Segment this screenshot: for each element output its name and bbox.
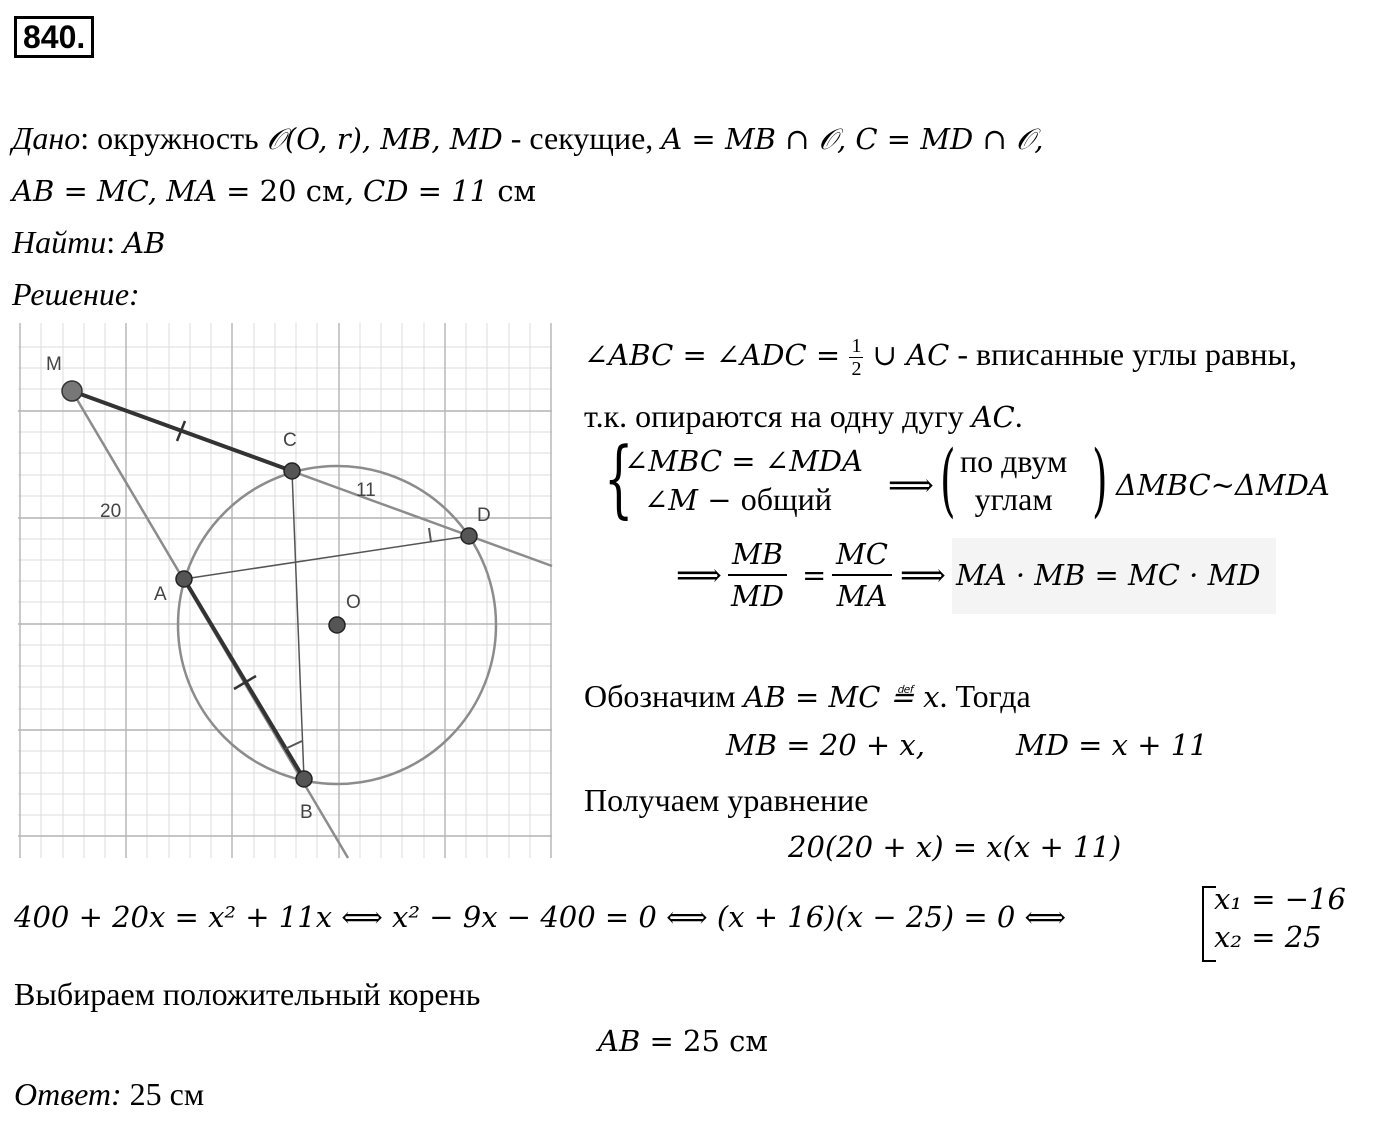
answer-line: [14, 1074, 204, 1114]
implies-arrow-2: ⟹: [676, 556, 722, 594]
point-o: [329, 617, 345, 633]
similarity: ΔMBC~ΔMDA: [1116, 468, 1330, 502]
find-label: Найти: [12, 224, 107, 260]
grid-major: [18, 323, 552, 858]
given-line-1: Дано: окружность 𝒪(O, r), MB, MD - секущие, A = MB ∩ 𝒪, C = MD ∩ 𝒪,: [12, 120, 1044, 156]
choose-text: Выбираем положительный корень: [14, 976, 481, 1012]
ratio-mb-md: $\frac{MB}{MD}$: [728, 534, 787, 616]
geometry-figure: [0, 318, 560, 863]
chord-cb: [292, 471, 304, 779]
because-line: т.к. опираются на одну дугу AC.: [584, 398, 1023, 434]
by-two-angles: по двум углам: [960, 443, 1068, 517]
angle-mark-b: [285, 741, 302, 749]
equation-main: 20(20 + x) = x(x + 11): [788, 830, 1122, 864]
label-m: M: [46, 354, 62, 375]
label-a: A: [154, 584, 167, 605]
problem-number: 840.: [14, 16, 94, 58]
denote-line: Обозначим AB = MC ≝ x. Тогда: [584, 678, 1031, 714]
inscribed-angles-line: ∠ABC = ∠ADC = $\frac{1}{2}$ ∪ AC - вписанные углы равны,: [584, 335, 1297, 381]
answer-value: 25 см: [121, 1076, 205, 1112]
mb-expression: MB = 20 + x,: [726, 728, 925, 762]
answer-label: Ответ:: [14, 1076, 122, 1112]
grid: [18, 323, 552, 858]
point-c: [284, 463, 300, 479]
fraction-half: $\frac{1}{2}$: [851, 335, 862, 381]
label-20: 20: [100, 501, 122, 522]
find-line: Найти: AB: [12, 224, 166, 260]
label-c: C: [283, 430, 297, 451]
given-label: Дано: [12, 120, 81, 156]
roots: [1214, 880, 1346, 956]
root-1: x₁ = −16: [1214, 882, 1346, 916]
label-d: D: [477, 505, 491, 526]
find-value: AB: [123, 226, 166, 260]
ratio-mc-ma: $\frac{MC}{MA}$: [832, 534, 892, 616]
angle-mark-d: [429, 528, 431, 542]
root-2: x₂ = 25: [1214, 920, 1322, 954]
label-11: 11: [356, 480, 376, 501]
solution-label: Решение:: [12, 276, 140, 312]
system-brace: {: [604, 429, 634, 527]
paren-left: (: [940, 433, 956, 526]
point-d: [461, 528, 477, 544]
label-o: O: [346, 592, 361, 613]
given-line-2: AB = MC, MA = 20 см, CD = 11 см: [12, 174, 537, 208]
implies-arrow-1: ⟹: [888, 466, 934, 504]
md-expression: MD = x + 11: [1016, 728, 1208, 762]
equation-chain: 400 + 20x = x² + 11x ⟺ x² − 9x − 400 = 0 ⟺ (x + 16)(x − 25) = 0 ⟺: [14, 900, 1067, 934]
equation-intro: Получаем уравнение: [584, 782, 869, 818]
chord-ad: [184, 536, 469, 579]
system-block: ∠MBC = ∠MDA ∠M − общий: [624, 444, 863, 517]
point-a: [176, 571, 192, 587]
label-b: B: [300, 802, 313, 823]
product-equality: MA · MB = MC · MD: [956, 558, 1261, 592]
implies-arrow-3: ⟹: [900, 556, 946, 594]
paren-right: ): [1092, 433, 1108, 526]
ratio-equals: =: [802, 558, 827, 592]
result-line: AB = 25 см: [598, 1024, 768, 1058]
point-m: [62, 381, 82, 401]
point-b: [296, 771, 312, 787]
